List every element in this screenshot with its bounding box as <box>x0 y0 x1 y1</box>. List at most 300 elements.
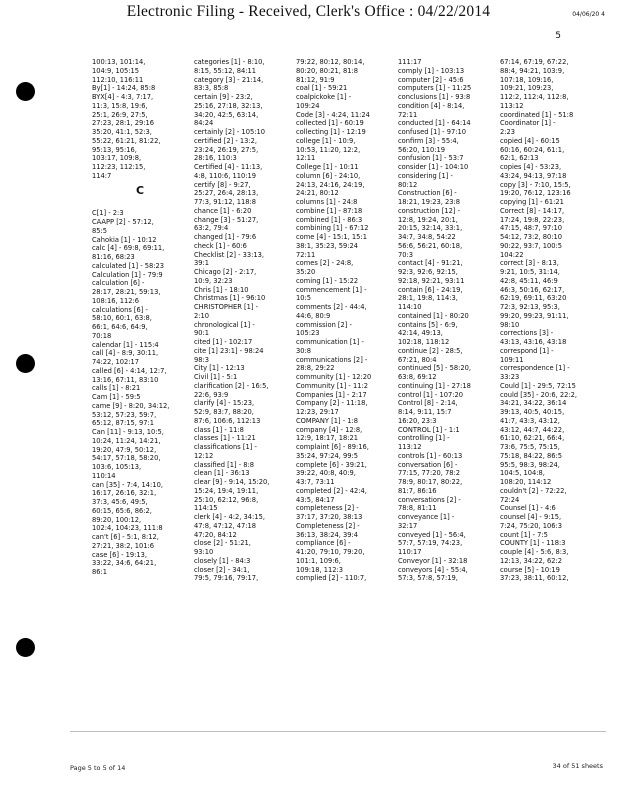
index-entry-line: completed [2] - 42:4, <box>296 486 367 495</box>
index-entry-line: 25:1, 26:9, 27:5, <box>92 110 148 119</box>
index-entry-line: Community [1] - 11:2 <box>296 381 368 390</box>
index-entry-line: 42:14, 49:13, <box>398 329 443 338</box>
index-columns <box>92 58 596 748</box>
index-entry-line: 18:21, 19:23, 23:8 <box>398 198 461 206</box>
index-entry-line: classifications [1] - <box>194 443 257 451</box>
index-entry-line: 57:3, 57:8, 57:19, <box>398 574 458 583</box>
index-entry-line: 43:7, 73:11 <box>296 478 335 486</box>
index-entry-line: class [1] - 11:8 <box>194 425 244 434</box>
index-entry-line: 62:19, 69:11, 63:20 <box>500 294 567 303</box>
index-entry-line: 15:24, 19:4, 19:11, <box>194 486 259 495</box>
index-entry-line: 84:24 <box>194 119 214 128</box>
index-entry-line: 112:2, 112:4, 112:8, <box>500 93 569 101</box>
index-entry-line: 54:17, 57:18, 58:20, <box>92 454 161 463</box>
index-entry-line: 103:17, 109:8, <box>92 154 142 163</box>
index-entry-line: chance [1] - 6:20 <box>194 206 252 215</box>
index-entry-line: 55:22, 61:21, 81:22, <box>92 136 161 145</box>
index-entry-line: 34:21, 34:22, 36:14 <box>500 399 567 408</box>
index-entry-line: 99:20, 99:23, 91:11, <box>500 311 569 320</box>
index-entry-line: 42:8, 45:11, 46:9 <box>500 276 558 285</box>
index-entry-line: 109:24 <box>296 101 320 110</box>
index-entry-line: calls [1] - 8:21 <box>92 384 141 393</box>
index-entry-line: contained [1] - 80:20 <box>398 311 469 320</box>
index-entry-line: 114:15 <box>194 504 218 513</box>
index-entry-line: count [1] - 7:5 <box>500 530 548 539</box>
index-entry-line: 77:15, 77:20, 78:2 <box>398 469 461 478</box>
index-entry-line: 78:8, 81:11 <box>398 504 437 513</box>
index-column-4 <box>398 58 494 748</box>
index-entry-line: Companies [1] - 2:17 <box>296 390 367 399</box>
index-entry-line: Cam [1] - 59:5 <box>92 393 141 401</box>
index-entry-line: calculation [6] - <box>92 279 145 288</box>
index-entry-line: could [35] - 20:6, 22:2, <box>500 390 578 399</box>
index-entry-line: 46:3, 50:16, 62:17, <box>500 285 565 294</box>
index-entry-line: corrections [3] - <box>500 329 554 338</box>
index-entry-line: 107:18, 109:16, <box>500 75 554 84</box>
index-entry-line: 79:5, 79:16, 79:17, <box>194 574 259 583</box>
index-entry-line: City [1] - 12:13 <box>194 364 245 373</box>
index-entry-line: 72:24 <box>500 495 520 504</box>
corner-code-number: 4 <box>601 11 605 18</box>
index-entry-line: Cahokia [1] - 10:12 <box>92 235 157 244</box>
index-entry-line: Calculation [1] - 79:9 <box>92 270 163 279</box>
index-entry-line: 85:5 <box>92 226 108 235</box>
index-entry-line: certainly [2] - 105:10 <box>194 128 265 136</box>
index-entry-line: 53:12, 57:23, 59:7, <box>92 410 157 419</box>
index-entry-line: 93:10 <box>194 548 214 556</box>
index-entry-line: 90:22, 93:7, 100:5 <box>500 241 563 250</box>
index-entry-line: 38:1, 35:23, 59:24 <box>296 241 359 250</box>
index-entry-line: Code [3] - 4:24, 11:24 <box>296 110 370 119</box>
footer-rule <box>70 731 606 732</box>
index-entry-line: 92:3, 92:6, 92:15, <box>398 268 458 276</box>
index-entry-line: 61:10, 62:21, 66:4, <box>500 434 565 443</box>
index-entry-line: can't [6] - 5:1, 8:12, <box>92 533 159 541</box>
index-entry-line: 73:6, 75:5, 75:15, <box>500 443 560 451</box>
index-entry-line: 47:15, 48:7, 97:10 <box>500 224 563 233</box>
index-entry-line: change [3] - 51:27, <box>194 215 259 224</box>
index-entry-line: Coordinator [1] - <box>500 119 556 128</box>
index-entry-line: 37:3, 45:6, 49:5, <box>92 498 148 506</box>
index-entry-line: Can [11] - 9:13, 10:5, <box>92 428 164 436</box>
index-entry-line: conveyors [4] - 55:4, <box>398 565 468 574</box>
index-entry-line: classes [1] - 11:21 <box>194 434 256 443</box>
index-entry-line: 105:23 <box>296 329 320 338</box>
index-entry-line: copying [1] - 61:21 <box>500 198 564 206</box>
index-entry-line: closer [2] - 34:1, <box>194 565 250 574</box>
index-entry-line: Civil [1] - 5:1 <box>194 373 238 381</box>
footer-page-range: Page 5 to 5 of 14 <box>70 764 126 772</box>
index-entry-line: combining [1] - 67:12 <box>296 224 369 233</box>
index-entry-line: 103:6, 105:13, <box>92 463 142 471</box>
index-entry-line: college [1] - 10:9, <box>296 136 356 145</box>
index-entry-line: 2:23 <box>500 128 516 136</box>
index-entry-line: commencement [1] - <box>296 285 367 294</box>
index-entry-line: category [3] - 21:14, <box>194 75 264 84</box>
index-entry-line: Chris [1] - 18:10 <box>194 285 249 294</box>
index-entry-line: 34:20, 42:5, 63:14, <box>194 110 259 119</box>
index-entry-line: 112:10, 116:11 <box>92 75 144 84</box>
index-entry-line: 35:20 <box>296 268 316 276</box>
index-entry-line: copied [4] - 60:15 <box>500 136 560 145</box>
index-entry-line: computer [2] - 45:6 <box>398 75 464 84</box>
index-entry-line: 47:8, 47:12, 47:18 <box>194 521 257 530</box>
index-entry-line: 8:15, 55:12, 84:11 <box>194 66 257 75</box>
index-entry-line: 37:17, 37:20, 38:13 <box>296 513 363 521</box>
index-entry-line: classified [1] - 8:8 <box>194 460 255 469</box>
index-entry-line: Checklist [2] - 33:13, <box>194 250 265 259</box>
index-entry-line: 72:11 <box>398 110 418 119</box>
index-entry-line: Company [2] - 11:18, <box>296 399 368 408</box>
index-entry-line: 13:16, 67:11, 83:10 <box>92 375 159 384</box>
index-entry-line: controlling [1] - <box>398 434 450 443</box>
index-entry-line: 24:13, 24:16, 24:19, <box>296 180 365 189</box>
index-entry-line: collected [1] - 60:19 <box>296 119 364 128</box>
index-entry-line: 95:5, 98:3, 98:24, <box>500 460 560 469</box>
index-entry-line: 43:5, 84:17 <box>296 495 335 504</box>
index-entry-line: 104:9, 105:15 <box>92 66 140 75</box>
index-entry-line: 62:1, 62:13 <box>500 154 539 163</box>
index-entry-line: 43:13, 43:16, 43:18 <box>500 338 567 346</box>
index-entry-line: Conveyor [1] - 32:18 <box>398 556 468 565</box>
index-entry-line: condition [4] - 8:14, <box>398 101 465 110</box>
index-entry-line: 56:20, 110:19 <box>398 145 446 154</box>
index-entry-line: 41:20, 79:10, 79:20, <box>296 548 365 556</box>
index-entry-line: 4:8, 110:6, 110:19 <box>194 171 257 180</box>
index-entry-line: College [1] - 10:11 <box>296 163 359 171</box>
index-entry-line: 72:3, 92:13, 95:3, <box>500 303 560 311</box>
index-entry-line: 102:4, 104:23, 111:8 <box>92 524 163 533</box>
index-entry-line: 80:20, 80:21, 81:8 <box>296 66 359 75</box>
index-entry-line: clear [9] - 9:14, 15:20, <box>194 478 270 486</box>
index-entry-line: chronological [1] - <box>194 320 255 329</box>
index-entry-line: 114:7 <box>92 171 112 180</box>
index-entry-line: 80:12 <box>398 180 418 189</box>
section-letter: C <box>135 183 145 197</box>
index-column-3 <box>296 58 392 748</box>
index-entry-line: course [5] - 10:19 <box>500 565 560 574</box>
index-entry-line: close [2] - 51:21, <box>194 539 251 548</box>
index-entry-line: 109:21, 109:23, <box>500 84 554 93</box>
corner-code <box>572 11 605 18</box>
index-entry-line: CHRISTOPHER [1] - <box>194 303 258 311</box>
index-entry-line: 10:5 <box>296 294 312 303</box>
index-entry-line: certain [9] - 23:2, <box>194 93 253 101</box>
index-entry-line: copies [4] - 53:23, <box>500 163 562 171</box>
index-entry-line: continued [5] - 58:20, <box>398 364 471 373</box>
index-entry-line: 39:22, 40:8, 40:9, <box>296 469 356 478</box>
index-entry-line: 33:22, 34:6, 64:21, <box>92 559 157 568</box>
index-entry-line: 35:24, 97:24, 99:5 <box>296 451 359 460</box>
index-entry-line: combined [1] - 86:3 <box>296 215 363 224</box>
index-entry-line: computers [1] - 11:25 <box>398 84 472 93</box>
index-entry-line: 12:23, 29:17 <box>296 408 339 416</box>
index-entry-line: 113:12 <box>500 101 524 110</box>
punch-hole <box>16 82 35 101</box>
index-entry-line: 16:17, 26:16, 32:1, <box>92 489 157 498</box>
index-entry-line: 54:12, 73:2, 80:10 <box>500 233 563 241</box>
index-entry-line: 12:9, 18:17, 18:21 <box>296 434 359 443</box>
index-entry-line: COMPANY [1] - 1:8 <box>296 416 358 425</box>
index-entry-line: completeness [2] - <box>296 504 359 513</box>
index-entry-line: 37:23, 38:11, 60:12, <box>500 574 569 583</box>
index-entry-line: contains [5] - 6:9, <box>398 320 458 329</box>
index-entry-line: Could [1] - 29:5, 72:15 <box>500 381 576 390</box>
index-entry-line: 81:12, 91:9 <box>296 75 335 84</box>
index-entry-line: CAAPP [2] - 57:12, <box>92 218 154 226</box>
index-entry-line: correct [3] - 8:13, <box>500 259 559 268</box>
punch-hole <box>16 638 35 657</box>
index-entry-line: 25:10, 62:12, 96:8, <box>194 495 259 504</box>
index-entry-line: correspond [1] - <box>500 346 554 355</box>
index-entry-line: 39:1 <box>194 259 210 268</box>
index-entry-line: came [9] - 8:20, 34:12, <box>92 401 170 410</box>
index-entry-line: comes [2] - 24:8, <box>296 259 354 268</box>
index-entry-line: confused [1] - 97:10 <box>398 128 466 136</box>
index-entry-line: conveyed [1] - 56:4, <box>398 530 466 539</box>
index-entry-line: 28:16, 110:3 <box>194 154 237 163</box>
index-entry-line: closely [1] - 84:3 <box>194 556 251 565</box>
index-entry-line: 10:53, 11:20, 12:2, <box>296 145 361 154</box>
index-entry-line: clarification [2] - 16:5, <box>194 381 269 390</box>
index-entry-line: 34:7, 34:8, 54:22 <box>398 233 456 241</box>
index-entry-line: 110:14 <box>92 471 116 480</box>
index-entry-line: 98:3 <box>194 355 210 364</box>
index-entry-line: conducted [1] - 64:14 <box>398 119 471 128</box>
index-entry-line: 7:24, 75:20, 106:3 <box>500 521 563 530</box>
index-entry-line: 47:20, 84:12 <box>194 530 237 539</box>
index-entry-line: contact [4] - 91:21, <box>398 259 463 268</box>
index-entry-line: come [4] - 15:1, 15:1 <box>296 233 367 241</box>
index-entry-line: CONTROL [1] - 1:1 <box>398 425 460 434</box>
index-entry-line: coal [1] - 59:21 <box>296 84 348 93</box>
index-entry-line: COUNTY [1] - 118:3 <box>500 539 566 548</box>
index-entry-line: 81:7, 86:16 <box>398 486 437 495</box>
index-entry-line: community [1] - 12:20 <box>296 373 372 381</box>
index-entry-line: construction [12] - <box>398 206 460 215</box>
index-entry-line: case [6] - 19:13, <box>92 550 148 559</box>
index-entry-line: 16:20, 23:3 <box>398 416 437 425</box>
index-entry-line: 112:23, 112:15, <box>92 163 146 171</box>
index-entry-line: coordinated [1] - 51:8 <box>500 110 574 119</box>
index-entry-line: 70:3 <box>398 250 414 259</box>
index-entry-line: compliance [6] - <box>296 539 351 548</box>
index-entry-line: 60:15, 65:6, 86:2, <box>92 506 152 515</box>
index-entry-line: 10:9, 32:23 <box>194 276 233 285</box>
index-entry-line: 23:24, 26:19, 27:5, <box>194 145 259 154</box>
index-entry-line: 12:11 <box>296 154 316 163</box>
index-entry-line: 109:11 <box>500 355 524 364</box>
index-entry-line: clean [1] - 36:13 <box>194 469 250 478</box>
index-entry-line: changed [1] - 79:6 <box>194 233 257 241</box>
index-entry-line: communication [1] - <box>296 338 364 346</box>
index-entry-line: Certified [4] - 11:13, <box>194 163 263 171</box>
index-entry-line: 65:12, 87:15, 97:1 <box>92 419 155 428</box>
index-entry-line: consider [1] - 104:10 <box>398 163 469 171</box>
index-entry-line: 39:13, 40:5, 40:15, <box>500 408 565 416</box>
index-entry-line: Christmas [1] - 96:10 <box>194 294 266 303</box>
page-number: 5 <box>555 31 561 41</box>
index-entry-line: 87:6, 106:6, 112:13 <box>194 416 261 425</box>
index-entry-line: controls [1] - 60:13 <box>398 451 463 460</box>
index-entry-line: conversations [2] - <box>398 495 461 504</box>
index-entry-line: 104:5, 104:8, <box>500 469 545 478</box>
index-entry-line: control [1] - 107:20 <box>398 390 463 399</box>
index-entry-line: couldn't [2] - 72:22, <box>500 486 567 495</box>
index-column-2 <box>194 58 290 748</box>
index-entry-line: called [6] - 4:14, 12:7, <box>92 366 167 375</box>
index-entry-line: Correct [8] - 14:17, <box>500 206 565 215</box>
index-entry-line: 88:4, 94:21, 103:9, <box>500 66 565 75</box>
index-entry-line: 20:15, 32:14, 33:1, <box>398 224 463 233</box>
index-entry-line: 12:8, 19:24, 20:1, <box>398 215 458 224</box>
index-entry-line: continuing [1] - 27:18 <box>398 381 471 390</box>
index-entry-line: 22:6, 93:9 <box>194 390 229 399</box>
index-entry-line: 78:9, 80:17, 80:22, <box>398 478 463 486</box>
index-entry-line: copy [3] - 7:10, 15:5, <box>500 180 571 189</box>
filing-stamp-header: Electronic Filing - Received, Clerk's Office : 04/22/2014 <box>126 3 491 20</box>
index-entry-line: Construction [6] - <box>398 189 457 198</box>
punch-hole <box>16 354 35 373</box>
index-entry-line: 66:1, 64:6, 64:9, <box>92 323 148 331</box>
index-entry-line: certify [8] - 9:27, <box>194 180 251 189</box>
index-entry-line: continue [2] - 28:5, <box>398 346 463 355</box>
index-entry-line: clarify [4] - 15:23, <box>194 399 255 408</box>
index-entry-line: 36:13, 38:24, 39:4 <box>296 530 359 539</box>
index-entry-line: 2:10 <box>194 311 210 320</box>
index-entry-line: 90:1 <box>194 329 210 338</box>
index-entry-line: categories [1] - 8:10, <box>194 58 265 66</box>
index-entry-line: conveyance [1] - <box>398 513 455 521</box>
index-entry-line: 25:27, 26:4, 28:13, <box>194 189 259 198</box>
index-entry-line: 44:6, 80:9 <box>296 311 331 320</box>
index-entry-line: C[1] - 2:3 <box>92 209 124 218</box>
index-entry-line: clerk [4] - 4:2, 34:15, <box>194 513 265 521</box>
index-entry-line: company [4] - 12:8, <box>296 425 363 434</box>
index-entry-line: 109:18, 112:3 <box>296 565 344 574</box>
index-entry-line: Control [8] - 2:14, <box>398 399 458 408</box>
index-entry-line: complaint [6] - 89:16, <box>296 443 369 451</box>
index-entry-line: conversation [6] - <box>398 460 458 469</box>
index-entry-line: 58:10, 60:1, 63:8, <box>92 314 152 323</box>
index-entry-line: call [4] - 8:9, 30:11, <box>92 349 159 358</box>
index-entry-line: coalpickoke [1] - <box>296 93 352 101</box>
index-entry-line: complete [6] - 39:21, <box>296 460 367 469</box>
footer-sheet-count: 34 of 51 sheets <box>552 762 603 770</box>
index-entry-line: 75:18, 84:22, 86:5 <box>500 451 563 460</box>
index-entry-line: 35:20, 41:1, 52:3, <box>92 128 152 136</box>
index-entry-line: 110:17 <box>398 548 422 556</box>
index-entry-line: conclusions [1] - 93:8 <box>398 93 471 101</box>
index-entry-line: 28:8, 29:22 <box>296 364 335 373</box>
index-entry-line: 24:21, 80:12 <box>296 189 339 198</box>
index-entry-line: 8:14, 9:11, 15:7 <box>398 408 452 416</box>
index-entry-line: 28:1, 19:8, 114:3, <box>398 294 458 303</box>
index-entry-line: comply [1] - 103:13 <box>398 66 465 75</box>
index-entry-line: couple [4] - 5:6, 8:3, <box>500 548 569 556</box>
index-entry-line: 83:3, 85:8 <box>194 84 229 93</box>
index-entry-line: 19:20, 47:9, 50:12, <box>92 445 157 454</box>
index-entry-line: calendar [1] - 115:4 <box>92 340 159 349</box>
index-entry-line <box>92 201 188 210</box>
index-entry-line: correspondence [1] - <box>500 364 570 373</box>
index-entry-line: certified [2] - 13:2, <box>194 136 257 145</box>
index-entry-line: 74:22, 102:17 <box>92 358 140 366</box>
index-entry-line: 30:8 <box>296 346 312 355</box>
index-entry-line: collecting [1] - 12:19 <box>296 128 366 136</box>
index-entry-line: 12:13, 34:22, 62:2 <box>500 556 563 565</box>
index-entry-line: 102:18, 118:12 <box>398 338 450 346</box>
index-entry-line: 32:17 <box>398 521 418 530</box>
index-entry-line: 11:3, 15:8, 19:6, <box>92 101 148 110</box>
index-entry-line: 10:24, 11:24, 14:21, <box>92 436 161 445</box>
index-entry-line: combine [1] - 87:18 <box>296 206 363 215</box>
index-entry-line: calc [4] - 69:8, 69:11, <box>92 244 165 253</box>
index-entry-line: BYX[4] - 4:3, 7:17, <box>92 93 154 101</box>
index-entry-line: 9:21, 10:5, 31:14, <box>500 268 560 276</box>
index-entry-line: 27:23, 28:1, 29:16 <box>92 119 155 128</box>
index-entry-line: 114:10 <box>398 303 422 311</box>
index-entry-line: 67:14, 67:19, 67:22, <box>500 58 569 66</box>
index-entry-line: 72:11 <box>296 250 316 259</box>
index-entry-line: calculations [6] - <box>92 305 148 314</box>
index-entry-line: 56:6, 56:21, 60:18, <box>398 241 463 250</box>
index-entry-line: counsel [4] - 9:15, <box>500 513 562 521</box>
index-entry-line: can [35] - 7:4, 14:10, <box>92 480 163 489</box>
index-entry-line: 101:1, 109:6, <box>296 556 341 565</box>
index-entry-line: 27:21, 38:2, 101:6 <box>92 541 155 550</box>
index-entry-line: 81:16, 68:23 <box>92 253 135 261</box>
index-column-1 <box>92 58 188 748</box>
index-entry-line: 67:21, 80:4 <box>398 355 437 364</box>
index-entry-line: comments [2] - 44:4, <box>296 303 367 311</box>
index-entry-line: 12:12 <box>194 451 214 460</box>
index-entry-line: Chicago [2] - 2:17, <box>194 268 257 276</box>
index-entry-line: 95:13, 95:16, <box>92 145 137 154</box>
index-entry-line: 100:13, 101:14, <box>92 58 146 66</box>
index-entry-line: contain [6] - 24:19, <box>398 285 463 294</box>
index-entry-line: considering [1] - <box>398 171 453 180</box>
index-entry-line: 52:9, 83:7, 88:20, <box>194 408 254 416</box>
index-entry-line: column [6] - 24:10, <box>296 171 361 180</box>
index-entry-line: communications [2] - <box>296 355 368 364</box>
index-entry-line: columns [1] - 24:8 <box>296 198 358 206</box>
index-entry-line: 57:7, 57:19, 74:23, <box>398 539 463 548</box>
index-entry-line: confusion [1] - 53:7 <box>398 154 464 163</box>
index-entry-line: 43:24, 94:13, 97:18 <box>500 171 567 180</box>
index-entry-line: Counsel [1] - 4:6 <box>500 504 556 513</box>
index-entry-line: 43:12, 44:7, 44:22, <box>500 425 565 434</box>
index-entry-line: 108:16, 112:6 <box>92 296 140 305</box>
index-entry-line: 79:22, 80:12, 80:14, <box>296 58 365 66</box>
index-entry-line: 89:20, 100:12, <box>92 515 142 524</box>
index-entry-line: Completeness [2] - <box>296 521 360 530</box>
index-entry-line: 33:23 <box>500 373 520 381</box>
index-entry-line: cited [1] - 102:17 <box>194 338 253 346</box>
index-entry-line: calculated [1] - 58:23 <box>92 261 165 270</box>
index-entry-line: complied [2] - 110:7, <box>296 574 367 583</box>
index-column-5 <box>500 58 596 748</box>
index-entry-line: 25:16, 27:18, 32:13, <box>194 101 263 110</box>
index-entry-line: 77:3, 91:12, 118:8 <box>194 198 257 206</box>
index-entry-line: check [1] - 60:6 <box>194 241 247 250</box>
index-entry-line: 63:2, 79:4 <box>194 224 229 233</box>
index-entry-line: confirm [3] - 55:4, <box>398 136 459 145</box>
corner-code-date: 04/06/20 <box>572 11 600 18</box>
index-entry-line: 86:1 <box>92 568 108 576</box>
index-entry-line: 113:12 <box>398 443 422 451</box>
index-entry-line: 104:22 <box>500 250 524 259</box>
